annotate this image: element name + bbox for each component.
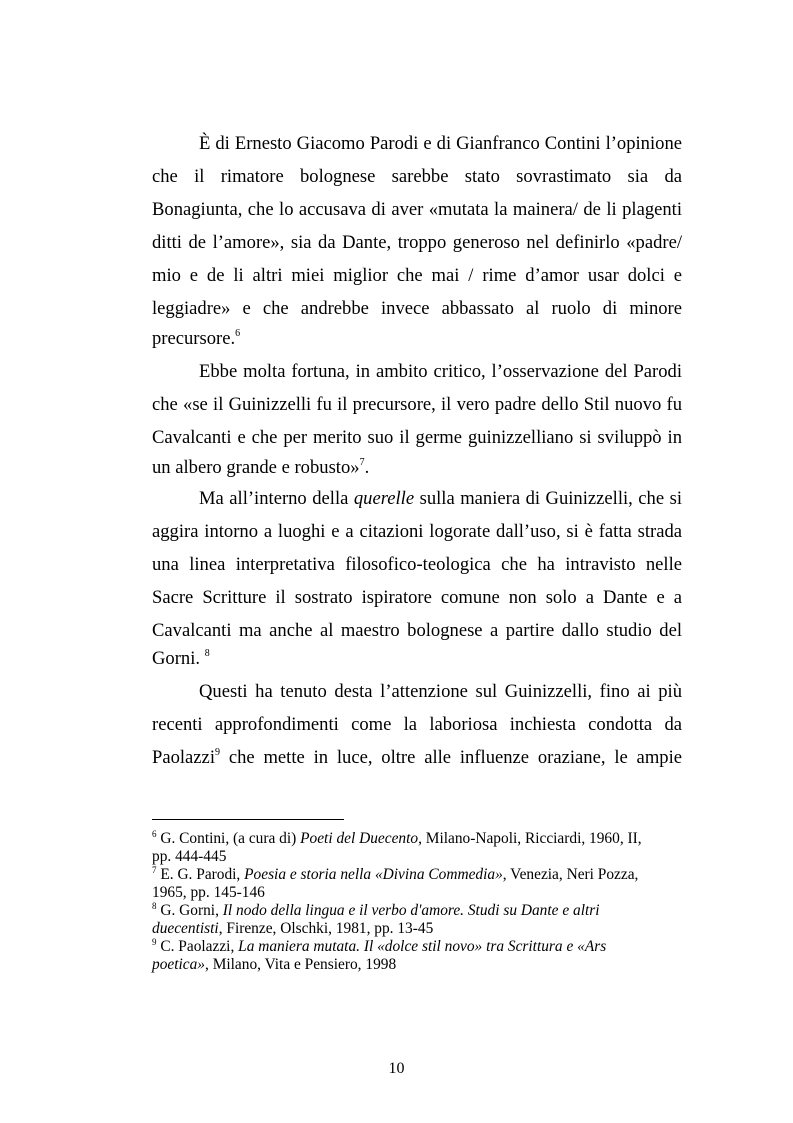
paragraph-3-line-4: Sacre Scritture il sostrato ispiratore comune non solo a Dante e a [152, 587, 682, 608]
footnote-8-italic: Il nodo della lingua e il verbo d'amore. Studi su Dante e altri [222, 902, 600, 919]
footnote-6-italic: Poeti del Duecento [300, 830, 419, 847]
paragraph-1-line-7 [152, 330, 240, 349]
footnote-7-b: , Venezia, Neri Pozza, [502, 866, 639, 883]
footnote-7-line-1 [152, 867, 638, 882]
footnote-8-line-2 [152, 921, 433, 936]
paragraph-4-line-3-b: che mette in luce, oltre alle influenze oraziane, le ampie [219, 747, 682, 768]
paragraph-3-line-1-italic: querelle [353, 488, 415, 509]
footnote-8-line-2-b: , Firenze, Olschki, 1981, pp. 13-45 [218, 920, 434, 937]
paragraph-1-line-5: mio e de li altri miei miglior che mai / rime d’amor usar dolci e [152, 265, 682, 286]
paragraph-3-line-1-a: Ma all’interno della [199, 488, 354, 509]
paragraph-2-line-4 [152, 459, 369, 478]
footnote-ref-8[interactable]: 8 [204, 648, 210, 659]
page-number: 10 [388, 1060, 405, 1077]
paragraph-1-line-7-text: precursore. [152, 328, 236, 349]
paragraph-2-line-4-end: . [364, 457, 370, 478]
paragraph-1-line-1: È di Ernesto Giacomo Parodi e di Gianfranco Contini l’opinione [199, 133, 682, 154]
paragraph-3-line-2: aggira intorno a luoghi e a citazioni logorate dall’uso, si è fatta strada [152, 521, 682, 542]
paragraph-3-line-1 [199, 490, 682, 509]
footnote-9-italic: La maniera mutata. Il «dolce stil novo» tra Scrittura e «Ars [238, 938, 607, 955]
paragraph-4-line-1: Questi ha tenuto desta l’attenzione sul Guinizzelli, fino ai più [199, 681, 682, 702]
footnote-6-line-1 [152, 831, 642, 846]
paragraph-2-line-2: che «se il Guinizzelli fu il precursore, il vero padre dello Stil nuovo fu [152, 394, 682, 415]
footnote-8-line-1 [152, 903, 600, 918]
footnote-7-italic: Poesia e storia nella «Divina Commedia» [244, 866, 503, 883]
footnote-9-number: 9 [152, 937, 157, 947]
footnote-separator [152, 819, 344, 820]
footnote-8-line-2-italic: duecentisti [152, 920, 219, 937]
paragraph-3-line-6 [152, 650, 210, 669]
footnote-6-number: 6 [152, 829, 157, 839]
paragraph-3-line-5: Cavalcanti ma anche al maestro bolognese a partire dallo studio del [152, 620, 682, 641]
footnote-6-b: , Milano-Napoli, Ricciardi, 1960, II, [418, 830, 642, 847]
footnote-7-line-2: 1965, pp. 145-146 [152, 884, 265, 901]
paragraph-2-line-1: Ebbe molta fortuna, in ambito critico, l’osservazione del Parodi [199, 361, 682, 382]
paragraph-3-line-3: una linea interpretativa filosofico-teologica che ha intravisto nelle [152, 554, 682, 575]
footnote-6-a: G. Contini, (a cura di) [156, 830, 301, 847]
footnote-8-number: 8 [152, 901, 157, 911]
paragraph-4-line-3 [152, 749, 682, 768]
footnote-6-line-2: pp. 444-445 [152, 848, 227, 865]
footnote-ref-6[interactable]: 6 [235, 328, 241, 339]
footnote-7-number: 7 [152, 865, 157, 875]
paragraph-1-line-6: leggiadre» e che andrebbe invece abbassato al ruolo di minore [152, 298, 682, 319]
footnote-9-line-2-italic: poetica» [152, 956, 205, 973]
footnote-9-line-2 [152, 957, 396, 972]
paragraph-1-line-4: ditti de l’amore», sia da Dante, troppo generoso nel definirlo «padre/ [152, 232, 682, 253]
footnote-7-a: E. G. Parodi, [156, 866, 245, 883]
paragraph-2-line-4-text: un albero grande e robusto» [152, 457, 360, 478]
paragraph-4-line-3-a: Paolazzi [152, 747, 215, 768]
footnote-8-a: G. Gorni, [156, 902, 223, 919]
footnote-9-line-2-b: , Milano, Vita e Pensiero, 1998 [205, 956, 397, 973]
paragraph-1-line-2: che il rimatore bolognese sarebbe stato sovrastimato sia da [152, 166, 682, 187]
paragraph-4-line-2: recenti approfondimenti come la laboriosa inchiesta condotta da [152, 714, 682, 735]
footnote-9-line-1 [152, 939, 606, 954]
footnote-9-a: C. Paolazzi, [156, 938, 239, 955]
footnote-ref-7[interactable]: 7 [359, 457, 365, 468]
paragraph-3-line-6-text: Gorni. [152, 648, 201, 669]
footnote-ref-9[interactable]: 9 [214, 747, 220, 758]
paragraph-2-line-3: Cavalcanti e che per merito suo il germe guinizzelliano si sviluppò in [152, 427, 682, 448]
paragraph-1-line-3: Bonagiunta, che lo accusava di aver «mutata la mainera/ de li plagenti [152, 199, 682, 220]
paragraph-3-line-1-b: sulla maniera di Guinizzelli, che si [414, 488, 682, 509]
